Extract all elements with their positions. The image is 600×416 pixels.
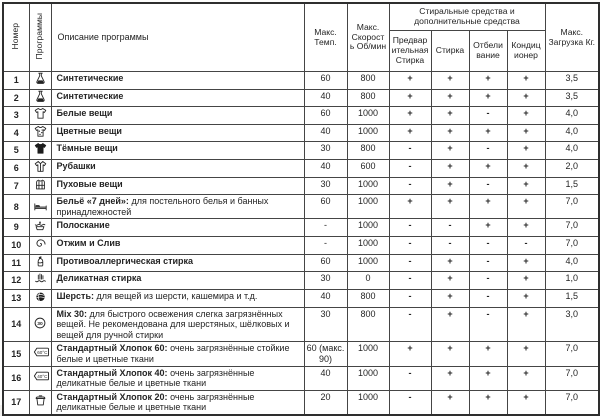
program-icon-cell [29,289,51,307]
program-description [51,307,304,342]
max-speed-value: 1000 [347,237,389,255]
cotton-60-icon [33,346,47,360]
bleach-flag: - [469,272,507,290]
max-load-value: 7,0 [545,195,599,219]
program-number: 13 [3,289,29,307]
table-body [3,72,599,416]
max-speed-value: 1000 [347,124,389,142]
program-description [51,390,304,415]
max-speed-value: 800 [347,89,389,107]
conditioner-flag: + [507,342,545,366]
program-number: 7 [3,177,29,195]
program-number: 12 [3,272,29,290]
conditioner-flag: + [507,160,545,178]
max-load-value: 7,0 [545,366,599,390]
program-title: Отжим и Слив [56,238,121,249]
program-number: 15 [3,342,29,366]
spin-drain-icon [33,237,47,251]
program-description-text: для вещей из шерсти, кашемира и т.д. [94,290,258,301]
max-temp-value: 30 [304,307,347,342]
program-icon-cell [29,107,51,125]
max-temp-value: 40 [304,89,347,107]
conditioner-flag: + [507,124,545,142]
header-max-speed: Макс. Скорость Об/мин [347,3,389,72]
max-temp-value: 60 [304,72,347,90]
program-icon-cell [29,307,51,342]
max-temp-value: - [304,237,347,255]
header-programs: Программы [29,3,51,72]
program-icon-cell [29,177,51,195]
bleach-flag: - [469,254,507,272]
wash-flag: + [431,195,469,219]
header-max-load: Макс. Загрузка Кг. [545,3,599,72]
rinse-icon [33,219,47,233]
table-row [3,142,599,160]
cotton-40-icon [33,370,47,384]
wash-flag: + [431,72,469,90]
table-row [3,390,599,415]
header-number: Номер [3,3,29,72]
wash-flag: + [431,107,469,125]
tshirt-color-icon [33,125,47,139]
header-description: Описание программы [51,3,304,72]
wash-flag: + [431,390,469,415]
program-description-text: очень загрязнённые деликатные белые и цветные ткани [56,367,255,389]
table-row [3,272,599,290]
wash-programs-table [2,2,600,416]
prewash-flag: - [389,160,431,178]
program-description-text: очень загрязнённые стойкие белые и цветные ткани [56,343,290,364]
max-speed-value: 600 [347,160,389,178]
conditioner-flag: + [507,177,545,195]
max-speed-value: 1000 [347,195,389,219]
program-description [51,89,304,107]
max-speed-value: 1000 [347,342,389,366]
program-title: Белые вещи [56,108,113,119]
program-icon-cell [29,142,51,160]
program-title: Синтетические [56,90,124,101]
program-number: 10 [3,237,29,255]
max-temp-value: 30 [304,177,347,195]
wash-flag: + [431,89,469,107]
max-temp-value: 60 [304,195,347,219]
program-icon-cell [29,342,51,366]
svg-text:30: 30 [37,322,43,328]
max-speed-value: 800 [347,289,389,307]
table-row [3,307,599,342]
max-temp-value: 60 [304,254,347,272]
max-temp-value: 40 [304,289,347,307]
antiallergy-bottle-icon [33,255,47,269]
program-title: Деликатная стирка [56,273,142,284]
bleach-flag: + [469,366,507,390]
conditioner-flag: - [507,237,545,255]
table-row [3,124,599,142]
program-number: 4 [3,124,29,142]
bleach-flag: - [469,142,507,160]
flask-icon [33,72,47,86]
max-load-value: 7,0 [545,237,599,255]
program-description [51,72,304,90]
max-temp-value: - [304,219,347,237]
max-temp-value: 60 (макс. 90) [304,342,347,366]
prewash-flag: - [389,219,431,237]
max-speed-value: 1000 [347,390,389,415]
program-description [51,272,304,290]
bleach-flag: + [469,124,507,142]
program-description [51,142,304,160]
flask-icon [33,90,47,104]
program-icon-cell [29,254,51,272]
program-description [51,195,304,219]
table-row [3,177,599,195]
program-number: 8 [3,195,29,219]
program-description [51,254,304,272]
program-icon-cell [29,219,51,237]
max-load-value: 4,0 [545,254,599,272]
max-load-value: 7,0 [545,342,599,366]
program-description-text: для постельного белья и банных принадлежностей [56,196,269,217]
max-speed-value: 1000 [347,254,389,272]
prewash-flag: - [389,366,431,390]
max-speed-value: 1000 [347,177,389,195]
max-load-value: 3,5 [545,72,599,90]
program-icon-cell [29,272,51,290]
max-load-value: 1,0 [545,272,599,290]
table-row [3,72,599,90]
wash-flag: + [431,272,469,290]
max-load-value: 4,0 [545,142,599,160]
conditioner-flag: + [507,307,545,342]
prewash-flag: + [389,124,431,142]
program-title: Тёмные вещи [56,143,118,154]
conditioner-flag: + [507,390,545,415]
prewash-flag: - [389,142,431,160]
max-speed-value: 0 [347,272,389,290]
program-description [51,124,304,142]
prewash-flag: + [389,195,431,219]
max-speed-value: 800 [347,307,389,342]
program-icon-cell [29,237,51,255]
bleach-flag: - [469,177,507,195]
program-icon-cell [29,195,51,219]
bleach-flag: - [469,307,507,342]
program-description [51,107,304,125]
max-load-value: 7,0 [545,219,599,237]
bleach-flag: - [469,289,507,307]
table-row [3,89,599,107]
table-row [3,237,599,255]
prewash-flag: + [389,72,431,90]
prewash-flag: - [389,390,431,415]
program-title: Полоскание [56,220,110,231]
bleach-flag: + [469,390,507,415]
program-title: Стандартный Хлопок 20: [56,391,168,402]
bleach-flag: - [469,107,507,125]
program-description [51,219,304,237]
max-temp-value: 40 [304,366,347,390]
conditioner-flag: + [507,142,545,160]
prewash-flag: + [389,342,431,366]
program-number: 6 [3,160,29,178]
program-number: 11 [3,254,29,272]
program-description [51,237,304,255]
wash-flag: + [431,254,469,272]
wash-flag: + [431,160,469,178]
max-load-value: 4,0 [545,124,599,142]
program-title: Стандартный Хлопок 60: [56,343,168,354]
bleach-flag: + [469,219,507,237]
program-number: 2 [3,89,29,107]
max-speed-value: 800 [347,142,389,160]
wash-flag: + [431,124,469,142]
prewash-flag: - [389,254,431,272]
wash-flag: + [431,342,469,366]
program-description-text: очень загрязнённые деликатные белые и цветные ткани [56,391,255,413]
table-header [3,3,599,72]
conditioner-flag: + [507,72,545,90]
max-temp-value: 40 [304,160,347,178]
program-icon-cell [29,72,51,90]
wash-flag: - [431,237,469,255]
program-number: 16 [3,366,29,390]
bleach-flag: + [469,72,507,90]
table-row [3,160,599,178]
program-number: 3 [3,107,29,125]
prewash-flag: - [389,237,431,255]
prewash-flag: - [389,289,431,307]
max-speed-value: 1000 [347,219,389,237]
cotton-20-icon [33,394,47,408]
table-row [3,195,599,219]
table-row [3,366,599,390]
table-row [3,107,599,125]
program-number: 5 [3,142,29,160]
prewash-flag: - [389,307,431,342]
program-description [51,289,304,307]
header-detergents-group: Стиральные средства и дополнительные средства [389,3,545,31]
svg-text:60°C: 60°C [37,349,48,355]
conditioner-flag: + [507,366,545,390]
conditioner-flag: + [507,272,545,290]
max-speed-value: 800 [347,72,389,90]
program-title: Пуховые вещи [56,178,123,189]
program-icon-cell [29,366,51,390]
program-title: Шерсть: [56,290,94,301]
program-title: Бельё «7 дней»: [56,196,129,207]
bleach-flag: - [469,237,507,255]
bleach-flag: + [469,342,507,366]
max-speed-value: 1000 [347,107,389,125]
conditioner-flag: + [507,219,545,237]
wash-flag: + [431,307,469,342]
program-description [51,160,304,178]
conditioner-flag: + [507,89,545,107]
svg-text:40°C: 40°C [37,373,48,379]
max-load-value: 4,0 [545,107,599,125]
conditioner-flag: + [507,289,545,307]
bleach-flag: + [469,89,507,107]
program-title: Синтетические [56,73,124,83]
max-temp-value: 40 [304,124,347,142]
bedding-icon [33,199,47,213]
max-speed-value: 1000 [347,366,389,390]
max-temp-value: 60 [304,107,347,125]
program-description [51,366,304,390]
header-wash: Стирка [431,31,469,72]
prewash-flag: + [389,89,431,107]
max-load-value: 3,5 [545,89,599,107]
conditioner-flag: + [507,107,545,125]
wool-ball-icon [33,290,47,304]
wash-flag: - [431,219,469,237]
conditioner-flag: + [507,195,545,219]
program-icon-cell [29,124,51,142]
program-description [51,177,304,195]
program-icon-cell [29,89,51,107]
tshirt-dark-icon [33,142,47,156]
prewash-flag: - [389,272,431,290]
table-row [3,219,599,237]
header-max-temp: Макс. Темп. [304,3,347,72]
header-bleach: Отбеливание [469,31,507,72]
program-title: Рубашки [56,161,96,172]
program-icon-cell [29,160,51,178]
max-temp-value: 30 [304,142,347,160]
program-number: 14 [3,307,29,342]
hand-wash-icon [33,272,47,286]
program-number: 17 [3,390,29,415]
max-temp-value: 30 [304,272,347,290]
program-title: Противоаллергическая стирка [56,255,194,266]
wash-flag: + [431,177,469,195]
max-temp-value: 20 [304,390,347,415]
conditioner-flag: + [507,254,545,272]
mix30-icon [33,316,47,330]
prewash-flag: - [389,177,431,195]
max-load-value: 7,0 [545,390,599,415]
table-row [3,254,599,272]
shirt-icon [33,160,47,174]
header-prewash: Предварительная Стирка [389,31,431,72]
program-title: Цветные вещи [56,125,122,136]
program-title: Mix 30: [56,308,88,319]
wash-flag: + [431,289,469,307]
max-load-value: 1,5 [545,177,599,195]
max-load-value: 1,5 [545,289,599,307]
header-conditioner: Кондиционер [507,31,545,72]
bleach-flag: + [469,195,507,219]
program-title: Стандартный Хлопок 40: [56,367,168,378]
program-number: 1 [3,72,29,90]
program-number: 9 [3,219,29,237]
prewash-flag: + [389,107,431,125]
max-load-value: 3,0 [545,307,599,342]
down-jacket-icon [33,178,47,192]
wash-flag: + [431,142,469,160]
wash-flag: + [431,366,469,390]
program-description [51,342,304,366]
table-row [3,342,599,366]
table-row [3,289,599,307]
program-description-text: для быстрого освежения слегка загрязнённых вещей. Не рекомендована для шерстяных, шёлковых и вещей для ручной стирки [56,308,290,340]
tshirt-white-icon [33,107,47,121]
program-icon-cell [29,390,51,415]
bleach-flag: + [469,160,507,178]
max-load-value: 2,0 [545,160,599,178]
